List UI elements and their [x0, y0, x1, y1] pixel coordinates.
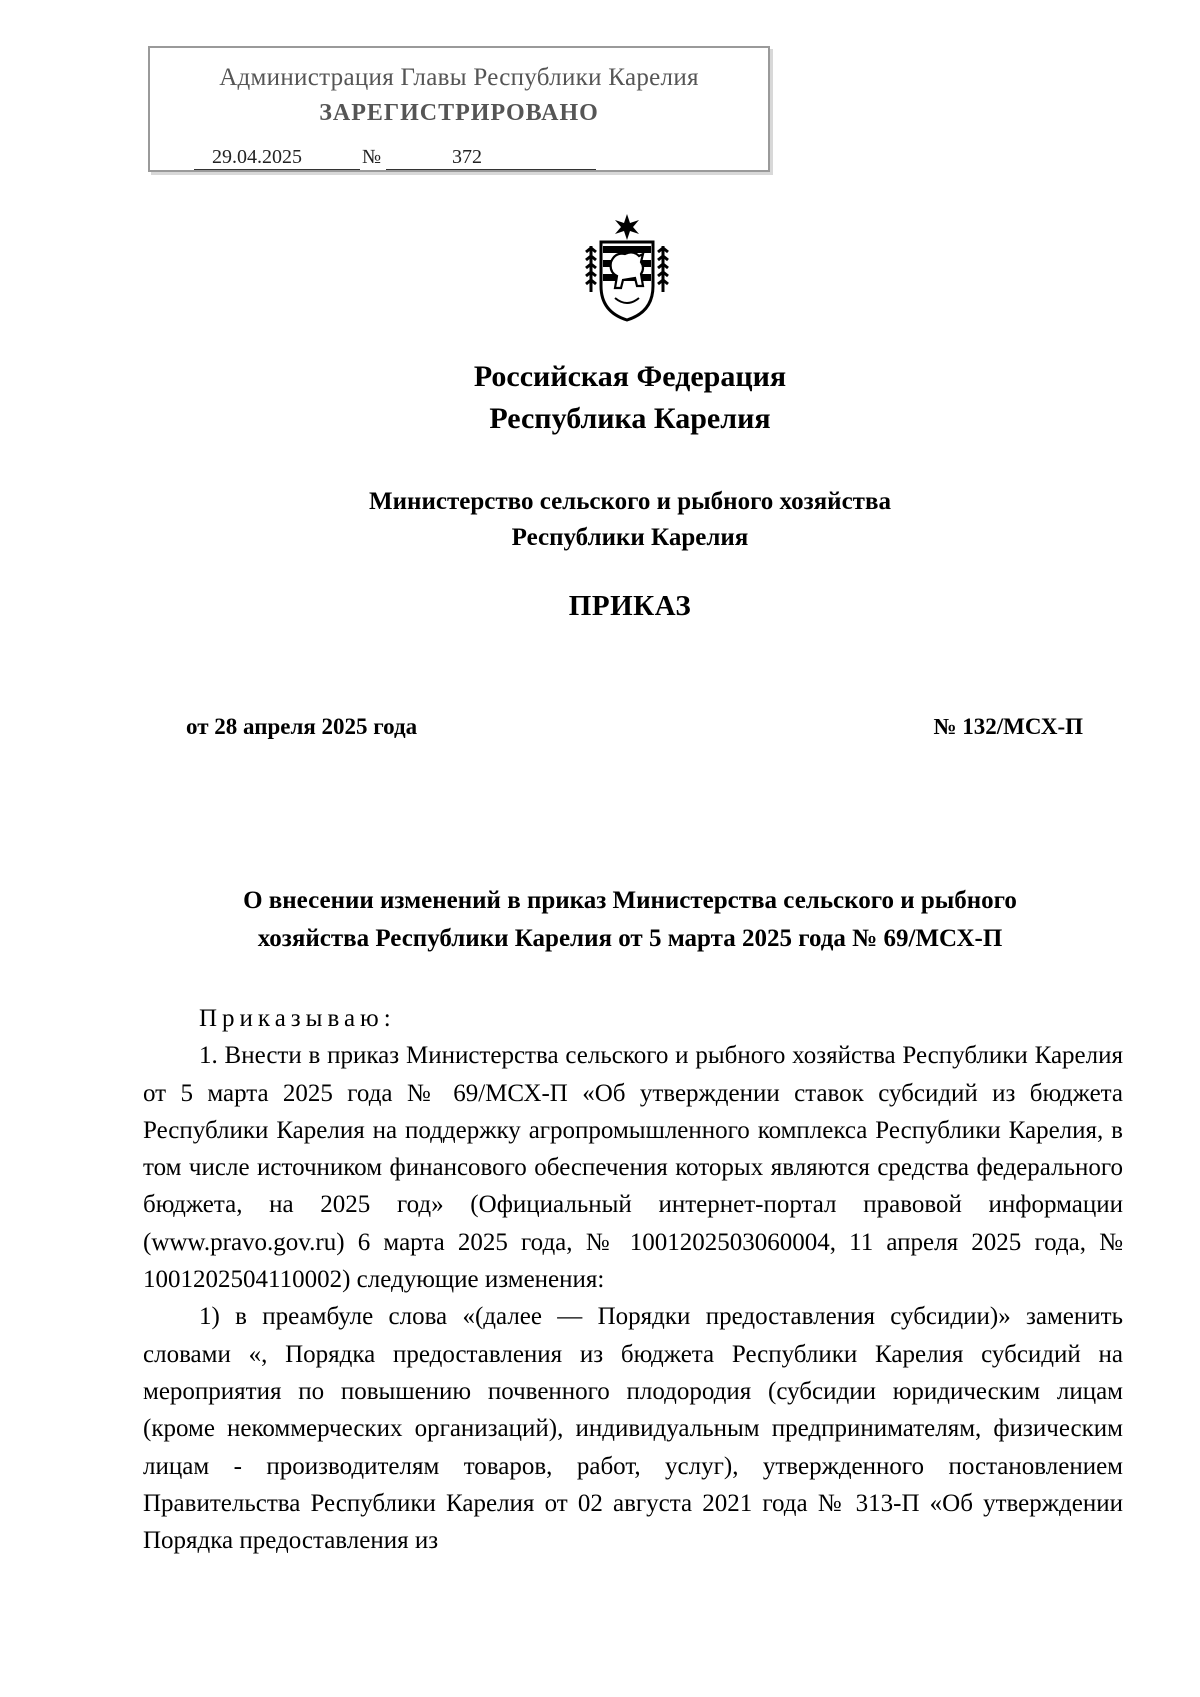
subject-line2: хозяйства Республики Карелия от 5 марта 2025 года № 69/МСХ-П — [257, 925, 1003, 952]
header-country: Российская Федерация — [473, 360, 787, 393]
stamp-number: 372 — [452, 146, 482, 168]
order-date: от 28 апреля 2025 года — [186, 714, 418, 739]
subject-line1: О внесении изменений в приказ Министерства сельского и рыбного — [243, 887, 1017, 914]
header-ministry-line1: Министерство сельского и рыбного хозяйства — [369, 488, 891, 515]
body-paragraph-1: 1. Внести в приказ Министерства сельского и рыбного хозяйства Республики Карелия от 5 марта 2025 года № 69/МСХ-П «Об утверждении ставок субсидий из бюджета Республики Карелия на поддержку агропромышленного комплекса Республики Карелия, в том числе источником финансового обеспечения которых являются средства федерального бюджета, на 2025 год» (Официальный интернет-портал правовой информации (www.pravo.gov.ru) 6 марта 2025 года, № 1001202503060004, 11 апреля 2025 года, № 1001202504110002) следующие изменения: — [143, 1042, 1123, 1294]
order-body — [143, 1000, 1123, 1559]
order-subject — [140, 882, 1120, 958]
header-ministry-line2: Республики Карелия — [511, 524, 749, 551]
order-number: № 132/МСХ-П — [933, 714, 1083, 739]
body-paragraph-2: 1) в преамбуле слова «(далее — Порядки предоставления субсидии)» заменить словами «, Порядка предоставления из бюджета Республики Карелия субсидий на мероприятия по повышению почвенного плодородия (субсидии юридическим лицам (кроме некоммерческих организаций), индивидуальным предпринимателям, физическим лицам - производителям товаров, работ, услуг), утвержденного постановлением Правительства Республики Карелия от 02 августа 2021 года № 313-П «Об утверждении Порядка предоставления из — [143, 1303, 1123, 1555]
stamp-authority: Администрация Главы Республики Карелия — [219, 64, 699, 91]
header-country-block — [0, 356, 1200, 440]
stamp-status: ЗАРЕГИСТРИРОВАНО — [319, 100, 599, 126]
stamp-date: 29.04.2025 — [212, 146, 302, 168]
registration-stamp — [148, 46, 770, 172]
document-type: ПРИКАЗ — [568, 590, 692, 622]
order-word: Приказываю: — [199, 1005, 396, 1032]
stamp-number-sign: № — [362, 146, 382, 168]
stamp-registration-line — [194, 146, 734, 172]
header-ministry-block — [0, 484, 1200, 556]
coat-of-arms-icon — [585, 212, 669, 324]
header-republic: Республика Карелия — [489, 402, 771, 435]
